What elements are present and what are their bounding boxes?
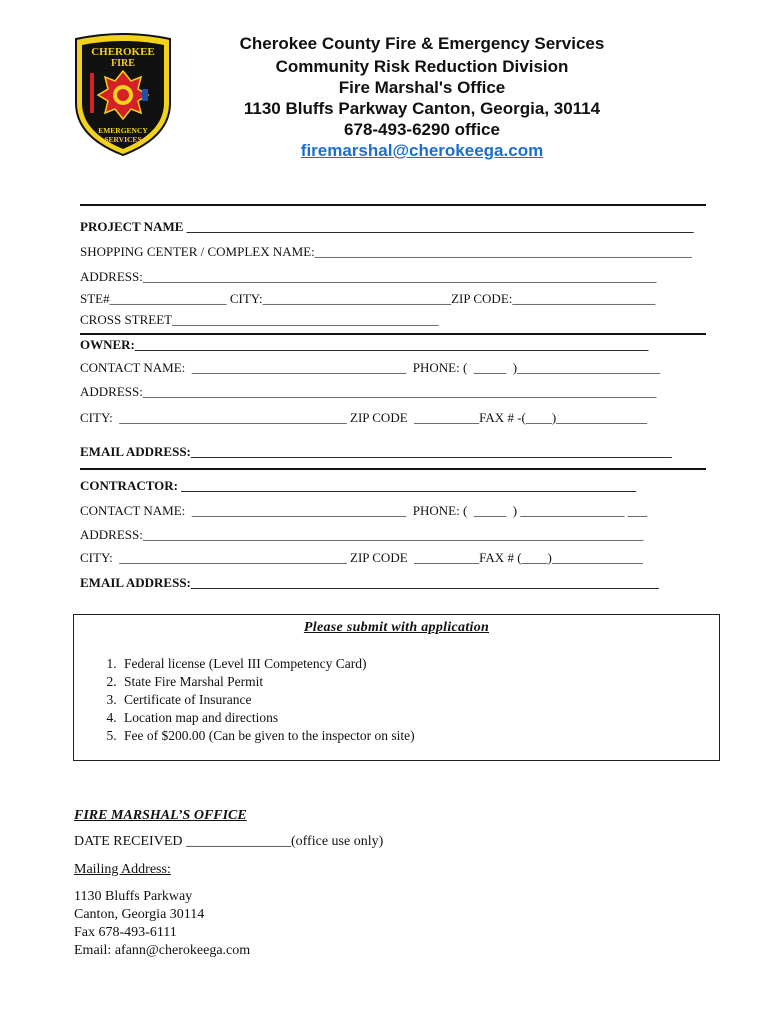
project-name-field[interactable]: PROJECT NAME ______________________________________________________________________________	[80, 219, 694, 234]
mailing-address-label: Mailing Address:	[74, 862, 171, 877]
maltese-cross-icon	[98, 71, 148, 119]
logo-axe-icon	[90, 73, 94, 113]
requirements-title: Please submit with application	[303, 620, 490, 635]
mailing-city: Canton, Georgia 30114	[74, 907, 205, 922]
date-received-field[interactable]: DATE RECEIVED _______________(office use only)	[74, 834, 384, 849]
logo-bottom-text-2: SERVICES	[104, 135, 142, 144]
contractor-email-field[interactable]: EMAIL ADDRESS:________________________________________________________________________	[80, 575, 659, 590]
divider	[80, 204, 706, 206]
contractor-contact-phone-field[interactable]: CONTACT NAME: _________________________________ PHONE: ( _____ ) ________________ ___	[80, 503, 648, 518]
mailing-street: 1130 Bluffs Parkway	[74, 889, 193, 904]
logo-bottom-text-1: EMERGENCY	[98, 126, 148, 135]
logo-top-text: CHEROKEE	[91, 46, 155, 58]
requirement-item: 3. Certificate of Insurance	[120, 691, 415, 709]
office-phone: 678-493-6290 office	[344, 120, 500, 139]
contractor-city-zip-fax-field[interactable]: CITY: ___________________________________ ZIP CODE __________FAX # (____)______________	[80, 550, 643, 565]
mailing-fax: Fax 678-493-6111	[74, 925, 177, 940]
logo-sub-text: FIRE	[111, 58, 135, 69]
owner-email-field[interactable]: EMAIL ADDRESS:__________________________________________________________________________	[80, 444, 672, 459]
requirements-list	[94, 655, 415, 745]
office-use-title: FIRE MARSHAL’S OFFICE	[74, 808, 247, 823]
division-name: Community Risk Reduction Division	[275, 57, 569, 76]
logo-star-of-life-icon	[142, 89, 148, 101]
requirement-item: 5. Fee of $200.00 (Can be given to the inspector on site)	[120, 727, 415, 745]
email-link[interactable]: firemarshal@cherokeega.com	[300, 141, 544, 160]
mailing-email: Email: afann@cherokeega.com	[74, 943, 251, 958]
requirement-item: 4. Location map and directions	[120, 709, 415, 727]
department-name: Cherokee County Fire & Emergency Services	[239, 34, 605, 53]
owner-field[interactable]: OWNER:_______________________________________________________________________________	[80, 337, 649, 352]
contractor-field[interactable]: CONTRACTOR: ______________________________________________________________________	[80, 478, 637, 493]
shopping-center-field[interactable]: SHOPPING CENTER / COMPLEX NAME:__________________________________________________________	[80, 244, 692, 259]
requirement-item: 1. Federal license (Level III Competency Card)	[120, 655, 415, 673]
contractor-address-field[interactable]: ADDRESS:_____________________________________________________________________________	[80, 527, 644, 542]
owner-contact-phone-field[interactable]: CONTACT NAME: _________________________________ PHONE: ( _____ )______________________	[80, 360, 661, 375]
office-address: 1130 Bluffs Parkway Canton, Georgia, 30114	[243, 99, 601, 118]
project-address-field[interactable]: ADDRESS:_______________________________________________________________________________	[80, 269, 657, 284]
divider	[80, 333, 706, 335]
ste-city-zip-field[interactable]: STE#__________________ CITY:_____________________________ZIP CODE:______________________	[80, 291, 656, 306]
divider	[80, 468, 706, 470]
owner-city-zip-fax-field[interactable]: CITY: ___________________________________ ZIP CODE __________FAX # -(____)______________	[80, 410, 648, 425]
requirements-box	[73, 614, 720, 761]
requirement-item: 2. State Fire Marshal Permit	[120, 673, 415, 691]
cross-street-field[interactable]: CROSS STREET_________________________________________	[80, 312, 439, 327]
cherokee-fire-logo	[68, 33, 178, 157]
office-name: Fire Marshal's Office	[338, 78, 506, 97]
owner-address-field[interactable]: ADDRESS:_______________________________________________________________________________	[80, 384, 657, 399]
